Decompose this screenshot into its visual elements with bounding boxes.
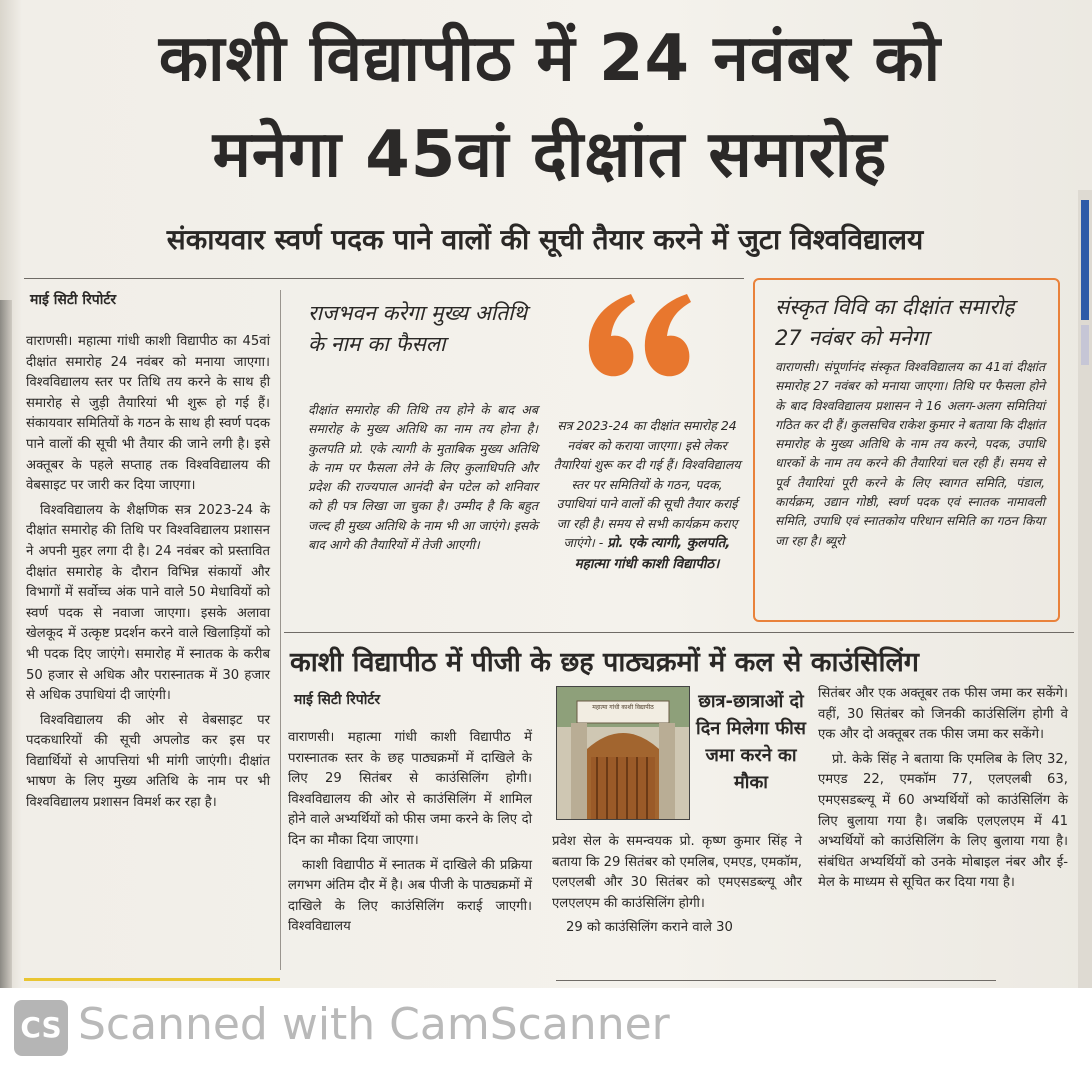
column-divider [280,290,281,970]
page-left-edge [0,300,12,1000]
university-gate-photo [556,686,690,820]
camscanner-logo: CS [14,1000,68,1056]
byline: माई सिटी रिपोर्टर [294,692,381,708]
main-headline-line1: काशी विद्यापीठ में 24 नवंबर को [158,22,942,96]
subheadline: संकायवार स्वर्ण पदक पाने वालों की सूची तैयार करने में जुटा विश्वविद्यालय [166,223,924,256]
divider [284,632,1074,633]
quote-text: सत्र 2023-24 का दीक्षांत समारोह 24 नवंबर को कराया जाएगा। इसे लेकर तैयारियां शुरू कर दी गई हैं। विश्वविद्यालय स्तर पर समितियों के गठन, पदक, उपाधियां पाने वालों की सूची तैयार कराई जा रही है। समय से सभी कार्यक्रम कराए जाएंगे। - [553,418,741,550]
main-story-column [26,332,270,818]
counselling-headline: काशी विद्यापीठ में पीजी के छह पाठ्यक्रमों में कल से काउंसिलिंग [290,647,920,678]
camscanner-watermark-text: Scanned with CamScanner [78,999,670,1050]
gate-sign-text: महात्मा गांधी काशी विद्यापीठ [592,704,654,711]
story-paragraph: सितंबर और एक अक्तूबर तक फीस जमा कर सकेंगे। वहीं, 30 सितंबर को जिनकी काउंसिलिंग होगी वे एक और दो अक्तूबर तक फीस जमा कर सकेंगे। [818,686,1068,743]
rajbhavan-box-text: दीक्षांत समारोह की तिथि तय होने के बाद अब समारोह के मुख्य अतिथि का नाम तय होना है। कुलपति प्रो. एके त्यागी के मुताबिक मुख्य अतिथि के नाम पर फैसला लेने के लिए कुलाधिपति और प्रदेश की राज्यपाल आनंदी बेन पटेल को शनिवार को ही पत्र लिखा जा चुका है। उम्मीद है कि बहुत जल्द ही मुख्य अतिथि के नाम भी आ जाएंगे। इसके बाद आगे की तैयारियों में तेजी आएगी। [308,402,538,553]
divider [24,278,744,279]
sanskrit-box-title: संस्कृत विवि का दीक्षांत समारोह 27 नवंबर को मनेगा [775,295,1015,350]
sanskrit-box-text: वाराणसी। संपूर्णानंद संस्कृत विश्वविद्यालय का 41वां दीक्षांत समारोह 27 नवंबर को मनाया जाएगा। तिथि पर फैसला होने के बाद विश्वविद्यालय प्रशासन ने 16 अलग-अलग समितियां गठित कर दी हैं। कुलसचिव राकेश कुमार ने बताया कि दीक्षांत समारोह के मुख्य अतिथि के नाम तय करने, पदक, उपाधि धारकों के नाम तय करने की तैयारियां चल रही हैं। समय से पूर्व तैयारियां पूरी करने के लिए स्वागत समिति, पंडाल, कार्यक्रम, उद्यान गोष्ठी, स्वर्ण पदक एवं स्नातक नामावली समिति, उपाधि एवं स्नातकोय परिधान समिति का गठन किया जा रहा है। ब्यूरो [775,360,1045,548]
quote-box [552,416,742,574]
byline: माई सिटी रिपोर्टर [30,292,117,308]
counselling-column-2 [552,832,802,943]
counselling-column-3 [818,684,1068,898]
main-headline-line2: मनेगा 45वां दीक्षांत समारोह [212,118,888,192]
story-paragraph: 29 को काउंसिलिंग कराने वाले 30 [566,920,733,936]
rajbhavan-box-title: राजभवन करेगा मुख्य अतिथि के नाम का फैसला [308,301,528,356]
story-paragraph: वाराणसी। महात्मा गांधी काशी विद्यापीठ का 45वां दीक्षांत समारोह 24 नवंबर को मनाया जाएगा। विश्वविद्यालय स्तर पर तिथि तय करने के साथ ही समारोह से जुड़ी तैयारियां भी शुरू हो गई हैं। संकायवार समितियों के गठन के साथ ही स्वर्ण पदक पाने वालों की सूची भी तैयार की जाने लगी है। इसे अक्तूबर के पहले सप्ताह तक विश्वविद्यालय की वेबसाइट पर जारी कर दिया जाएगा। [26,334,270,494]
adjacent-page-strip [1081,200,1089,320]
adjacent-page-strip [1081,325,1089,365]
story-paragraph: प्रवेश सेल के समन्वयक प्रो. कृष्ण कुमार सिंह ने बताया कि 29 सितंबर को एमलिब, एमएड, एमकॉम, एलएलबी और 30 सितंबर को एमएसडब्ल्यू और एलएलएम की काउंसिलिंग होगी। [552,834,802,911]
story-paragraph: काशी विद्यापीठ में स्नातक में दाखिले की प्रक्रिया लगभग अंतिम दौर में है। अब पीजी के पाठ्यक्रमों में दाखिले के लिए काउंसिलिंग कराई जाएगी। विश्वविद्यालय [288,857,532,935]
bottom-rule [24,978,280,981]
story-paragraph: वाराणसी। महात्मा गांधी काशी विद्यापीठ में परास्नातक स्तर के छह पाठ्यक्रमों में दाखिले के लिए 29 सितंबर से काउंसिलिंग होगी। विश्वविद्यालय की ओर से काउंसिलिंग में शामिल होने वाले अभ्यर्थियों को फीस जमा करने के लिए दो दिन का मौका दिया जाएगा। [288,730,532,848]
page-right-edge [1078,190,1092,990]
story-paragraph: प्रो. केके सिंह ने बताया कि एमलिब के लिए 32, एमएड 22, एमकॉम 77, एलएलबी 63, एमएसडब्ल्यू में 60 अभ्यर्थियों को काउंसिलिंग के लिए बुलाया गया है। जबकि एलएलएम में 41 अभ्यर्थियों को काउंसिलिंग के लिए बुलाया गया है। संबंधित अभ्यर्थियों को उनके मोबाइल नंबर और ई-मेल के माध्यम से सूचित कर दिया गया है। [818,751,1068,891]
story-paragraph: विश्वविद्यालय की ओर से वेबसाइट पर पदकधारियों की सूची अपलोड कर इस पर विद्यार्थियों से आपत्तियां भी मांगी जाएंगी। दीक्षांत भाषण के लिए मुख्य अतिथि के नाम पर भी विश्वविद्यालय प्रशासन विमर्श कर रहा है। [26,712,270,811]
fee-callout: छात्र-छात्राओं दो दिन मिलेगा फीस जमा करने का मौका [696,691,806,793]
bottom-rule [556,980,996,981]
quote-mark-icon [583,284,693,380]
counselling-column-1 [288,728,532,942]
story-paragraph: विश्वविद्यालय के शैक्षणिक सत्र 2023-24 के दीक्षांत समारोह की तिथि पर विश्वविद्यालय प्रशासन ने अपनी मुहर लगा दी है। 24 नवंबर को प्रस्तावित दीक्षांत समारोह के दौरान विभिन्न संकायों और विभागों में सर्वोच्च अंक पाने वाले 50 मेधावियों को स्वर्ण पदक से नवाजा जाएगा। इसके अलावा खेलकूद में उत्कृष्ट प्रदर्शन करने वाले खिलाड़ियों को भी पदक दिए जाएंगे। समारोह में स्नातक के करीब 50 हजार से अधिक और परास्नातक में 30 हजार से अधिक उपाधियां दी जाएंगी। [26,502,270,704]
quote-attribution: प्रो. एके त्यागी, कुलपति, महात्मा गांधी काशी विद्यापीठ। [574,535,731,572]
